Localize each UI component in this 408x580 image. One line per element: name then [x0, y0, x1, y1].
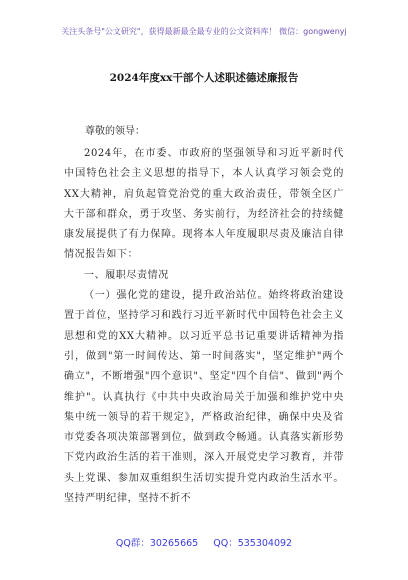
footer-contact — [0, 535, 408, 549]
document-body — [64, 144, 344, 509]
paragraph-intro: 2024年，在市委、市政府的坚强领导和习近平新时代中国特色社会主义思想的指导下，本人认真学习领会党的XX大精神，肩负起管党治党的重大政治责任，带领全区广大干部和群众，勇于攻坚、务实前行，为经济社会的持续健康发展提供了有力保障。现将本人年度履职尽责及廉洁自律情况报告如下： — [64, 148, 344, 261]
document-greeting: 尊敬的领导： — [85, 126, 145, 137]
section-heading: 一、履职尽责情况 — [84, 269, 169, 281]
footer-qq-group: QQ群：30265665 — [115, 538, 199, 549]
promo-banner: 关注头条号"公文研究"，获得最新最全最专业的公文资料库！ 微信：gongwenyj — [61, 27, 347, 36]
footer-qq: QQ：535304092 — [213, 538, 293, 549]
paragraph-party-building: （一）强化党的建设，提升政治站位。始终将政治建设置于首位，坚持学习和践行习近平新时代中国特色社会主义思想和党的XX大精神。以习近平总书记重要讲话精神为指引，做到"第一时间传达、第一时间落实"，坚定维护"两个确立"，不断增强"四个意识"、坚定"四个自信"、做到"两个维护"。认真执行《中共中央政治局关于加强和维护党中央集中统一领导的若干规定》，严格政治纪律，确保中央及省市党委各项决策部署到位，做到政令畅通。认真落实新形势下党内政治生活的若干准则，深入开展党史学习教育，并带头上党课、参加双重组织生活切实提升党内政治生活水平。坚持严明纪律，坚持不折不 — [64, 290, 344, 505]
document-title: 2024年度xx干部个人述职述德述廉报告 — [109, 72, 299, 84]
